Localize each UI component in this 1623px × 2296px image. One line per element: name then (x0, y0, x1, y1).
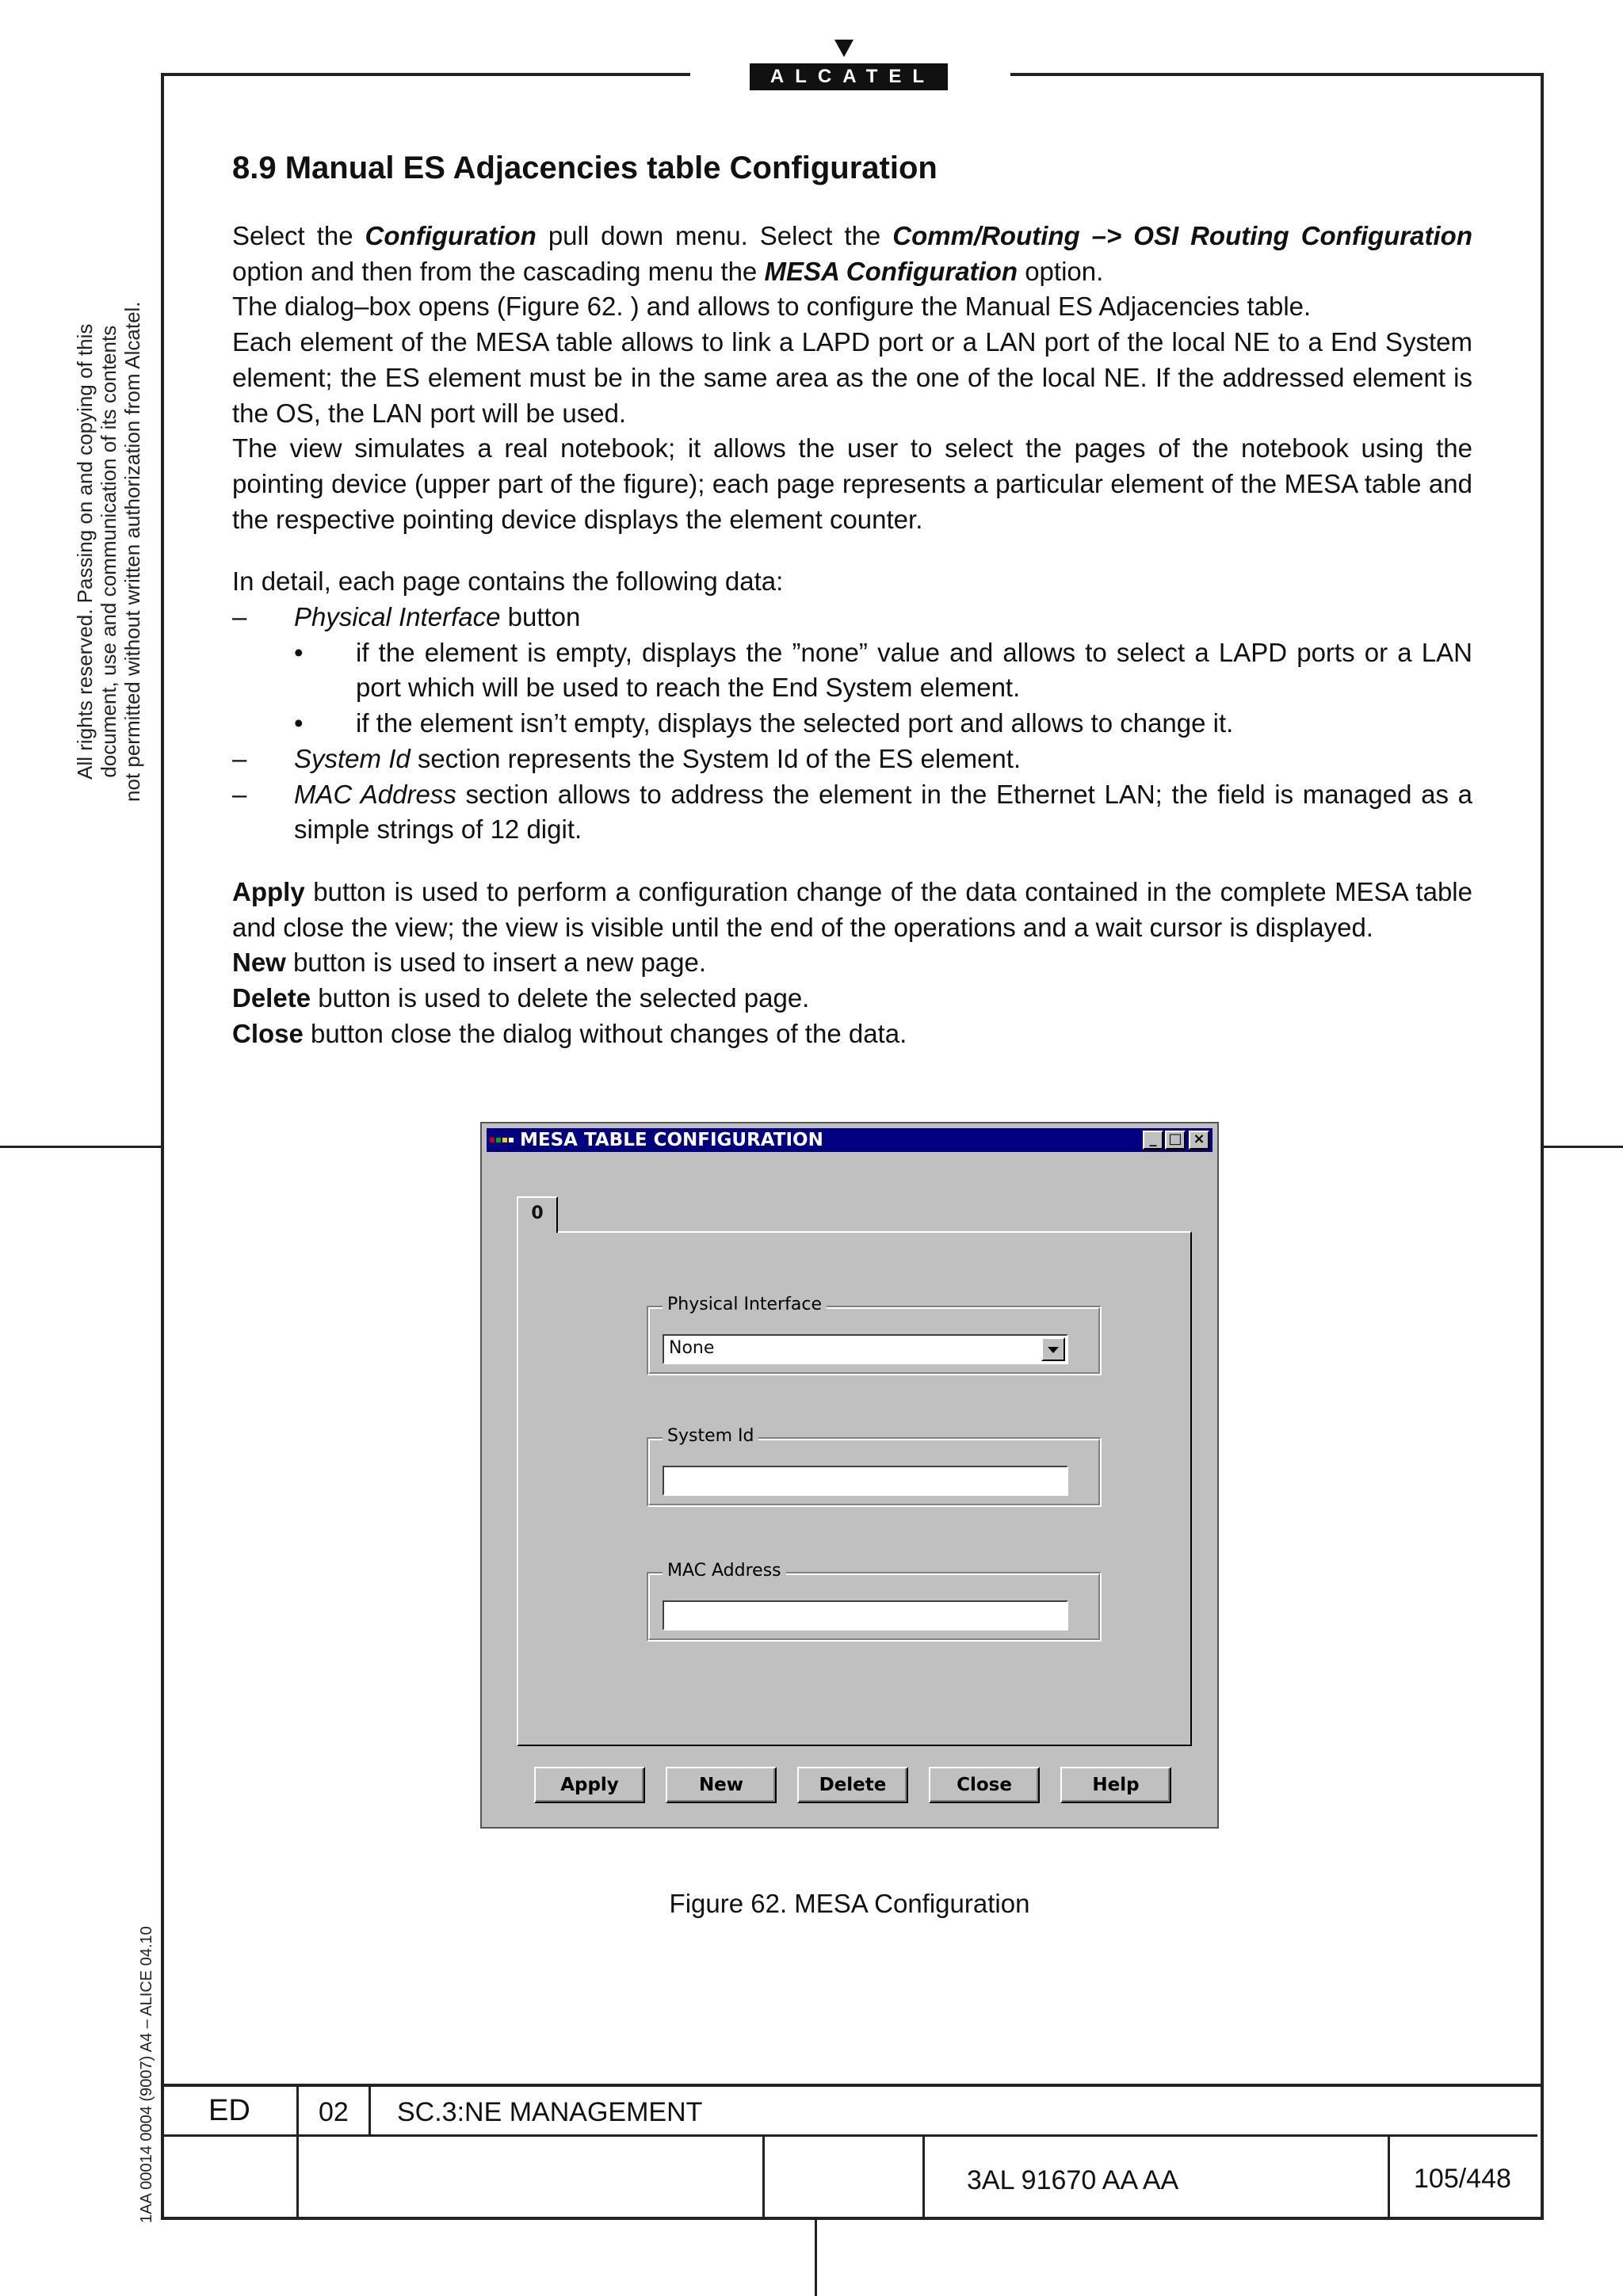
list-item: • if the element isn’t empty, displays the selected port and allows to change it. (294, 708, 1234, 738)
list-item: • if the element is empty, displays the ”none” value and allows to select a LAPD ports or a LAN port which will be used to reach the End System element. (294, 637, 1472, 703)
system-id-input[interactable] (663, 1466, 1068, 1496)
doc-code: 3AL 91670 AA AA (967, 2165, 1179, 2195)
rights-line: All rights reserved. Passing on and copying of this (73, 323, 97, 780)
close-button[interactable]: Close (929, 1767, 1040, 1803)
notebook-page (517, 1231, 1192, 1746)
ed-label: ED (208, 2094, 250, 2127)
rights-notice (73, 301, 144, 802)
mac-address-input[interactable] (663, 1600, 1068, 1630)
paragraph-close: Close button close the dialog without changes of the data. (232, 1018, 907, 1048)
system-id-label: System Id (663, 1425, 758, 1447)
alcatel-logo (750, 40, 948, 90)
physical-interface-select[interactable]: None (663, 1334, 1068, 1364)
physical-interface-group (647, 1295, 1102, 1375)
physical-interface-label: Physical Interface (663, 1294, 827, 1316)
paragraph-delete: Delete button is used to delete the selected page. (232, 983, 810, 1013)
list-item: – MAC Address section allows to address the element in the Ethernet LAN; the field is managed as a simple strings of 12 digit. (232, 779, 1472, 845)
frame-left (161, 73, 164, 2220)
mac-address-label: MAC Address (663, 1560, 786, 1582)
list-item: – Physical Interface button (232, 602, 581, 632)
apply-button[interactable]: Apply (534, 1767, 645, 1803)
app-icon (490, 1135, 514, 1146)
dialog-titlebar[interactable] (487, 1128, 1212, 1152)
paragraph-apply: Apply button is used to perform a configuration change of the data contained in the complete MESA table and close the view; the view is visible until the end of the operations and a wait cursor is displayed. (232, 876, 1472, 942)
section-title: 8.9 Manual ES Adjacencies table Configuration (232, 151, 938, 185)
rights-line: document, use and communication of its contents (97, 325, 120, 778)
system-id-group (647, 1426, 1102, 1507)
close-window-button[interactable]: × (1189, 1131, 1209, 1150)
paragraph-element: Each element of the MESA table allows to link a LAPD port or a LAN port of the local NE to a End System element; the ES element must be in the same area as the one of the local NE. If the addressed element is the OS, the LAN port will be used. (232, 327, 1472, 428)
chevron-down-icon[interactable] (1041, 1337, 1065, 1361)
paragraph-new: New button is used to insert a new page. (232, 948, 707, 978)
rights-line: not permitted without written authorization from Alcatel. (120, 301, 144, 802)
new-button[interactable]: New (666, 1767, 777, 1803)
dialog-title: MESA TABLE CONFIGURATION (520, 1130, 823, 1150)
mac-address-group (647, 1561, 1102, 1642)
logo-text: ALCATEL (750, 63, 948, 90)
doc-reference: 1AA 00014 0004 (9007) A4 – ALICE 04.10 (138, 1926, 155, 2223)
minimize-button[interactable]: _ (1143, 1131, 1163, 1150)
fold-mark-right (1544, 1146, 1623, 1148)
paragraph-notebook: The view simulates a real notebook; it allows the user to select the pages of the notebook using the pointing device (upper part of the figure); each page represents a particular element of the MESA table and the respective pointing device displays the element counter. (232, 433, 1472, 534)
mesa-dialog (480, 1122, 1219, 1829)
paragraph-dialog: The dialog–box opens (Figure 62. ) and allows to configure the Manual ES Adjacencies table. (232, 292, 1312, 322)
help-button[interactable]: Help (1060, 1767, 1171, 1803)
delete-button[interactable]: Delete (797, 1767, 908, 1803)
footer-table (161, 2084, 1544, 2220)
paragraph-detail: In detail, each page contains the following data: (232, 566, 784, 597)
frame-top-left (161, 73, 690, 76)
list-item: – System Id section represents the System Id of the ES element. (232, 743, 1022, 773)
frame-top-right (1010, 73, 1544, 76)
page-number: 105/448 (1414, 2164, 1511, 2194)
footer-section: SC.3:NE MANAGEMENT (397, 2097, 703, 2127)
logo-triangle-icon (834, 40, 854, 57)
ed-value: 02 (319, 2097, 349, 2127)
fold-mark-bottom (815, 2220, 817, 2296)
paragraph-intro: Select the Configuration pull down menu. Select the Comm/Routing –> OSI Routing Configuration option and then from the cascading menu the MESA Configuration option. (232, 221, 1472, 286)
main-content (232, 147, 1472, 1051)
tab-page-0[interactable]: 0 (517, 1196, 558, 1233)
maximize-button[interactable]: □ (1165, 1131, 1186, 1150)
figure-caption: Figure 62. MESA Configuration (669, 1889, 1030, 1918)
fold-mark-left (0, 1146, 161, 1148)
